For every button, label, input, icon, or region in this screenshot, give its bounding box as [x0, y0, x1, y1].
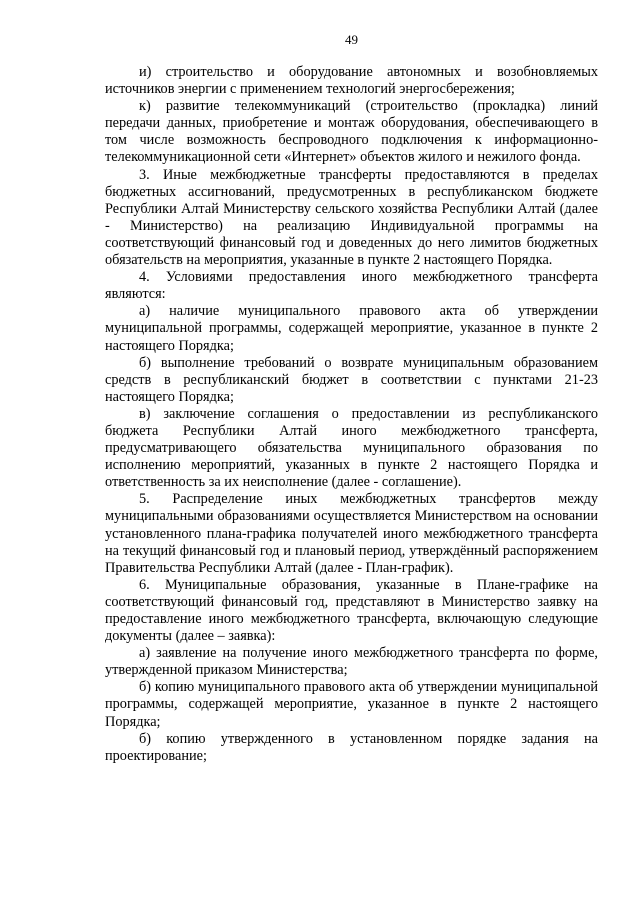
page-number: 49 — [345, 32, 358, 47]
paragraph-i: и) строительство и оборудование автономных и возобновляемых источников энергии с применением технологий энергосбережения; — [105, 64, 598, 98]
paragraph-6b-second: б) копию утвержденного в установленном порядке задания на проектирование; — [105, 730, 598, 764]
paragraph-4a: а) наличие муниципального правового акта об утверждении муниципальной программы, содержащей мероприятие, указанное в пункте 2 настоящего Порядка; — [105, 303, 598, 354]
paragraph-k: к) развитие телекоммуникаций (строительство (прокладка) линий передачи данных, приобретение и монтаж оборудования, обеспечивающего в том числе возможность беспроводного подключения к информационно-телекоммуникационной сети «Интернет» объектов жилого и нежилого фонда. — [105, 98, 598, 166]
paragraph-3: 3. Иные межбюджетные трансферты предоставляются в пределах бюджетных ассигнований, предусмотренных в республиканском бюджете Республики Алтай Министерству сельского хозяйства Республики Алтай (далее - Министерство) на реализацию Индивидуальной программы на соответствующий финансовый год и доведенных до него лимитов бюджетных обязательств на мероприятия, указанные в пункте 2 настоящего Порядка. — [105, 166, 598, 269]
paragraph-4: 4. Условиями предоставления иного межбюджетного трансферта являются: — [105, 269, 598, 303]
paragraph-6b: б) копию муниципального правового акта об утверждении муниципальной программы, содержащей мероприятие, указанное в пункте 2 настоящего Порядка; — [105, 679, 598, 730]
paragraph-5: 5. Распределение иных межбюджетных трансфертов между муниципальными образованиями осуществляется Министерством на основании установленного плана-графика получателей иного межбюджетного трансферта на текущий финансовый год и плановый период, утверждённый распоряжением Правительства Республики Алтай (далее - План-график). — [105, 491, 598, 576]
paragraph-6a: а) заявление на получение иного межбюджетного трансферта по форме, утвержденной приказом Министерства; — [105, 645, 598, 679]
paragraph-6: 6. Муниципальные образования, указанные в Плане-графике на соответствующий финансовый год, представляют в Министерство заявку на предоставление иного межбюджетного трансферта, включающую следующие документы (далее – заявка): — [105, 576, 598, 645]
paragraph-4b: б) выполнение требований о возврате муниципальным образованием средств в республиканский бюджет в соответствии с пунктами 21-23 настоящего Порядка; — [105, 354, 598, 405]
paragraph-4v: в) заключение соглашения о предоставлении из республиканского бюджета Республики Алтай иного межбюджетного трансферта, предусматривающего обязательства муниципального образования по исполнению мероприятий, указанных в пункте 2 настоящего Порядка и ответственность за их неисполнение (далее - соглашение). — [105, 405, 598, 491]
